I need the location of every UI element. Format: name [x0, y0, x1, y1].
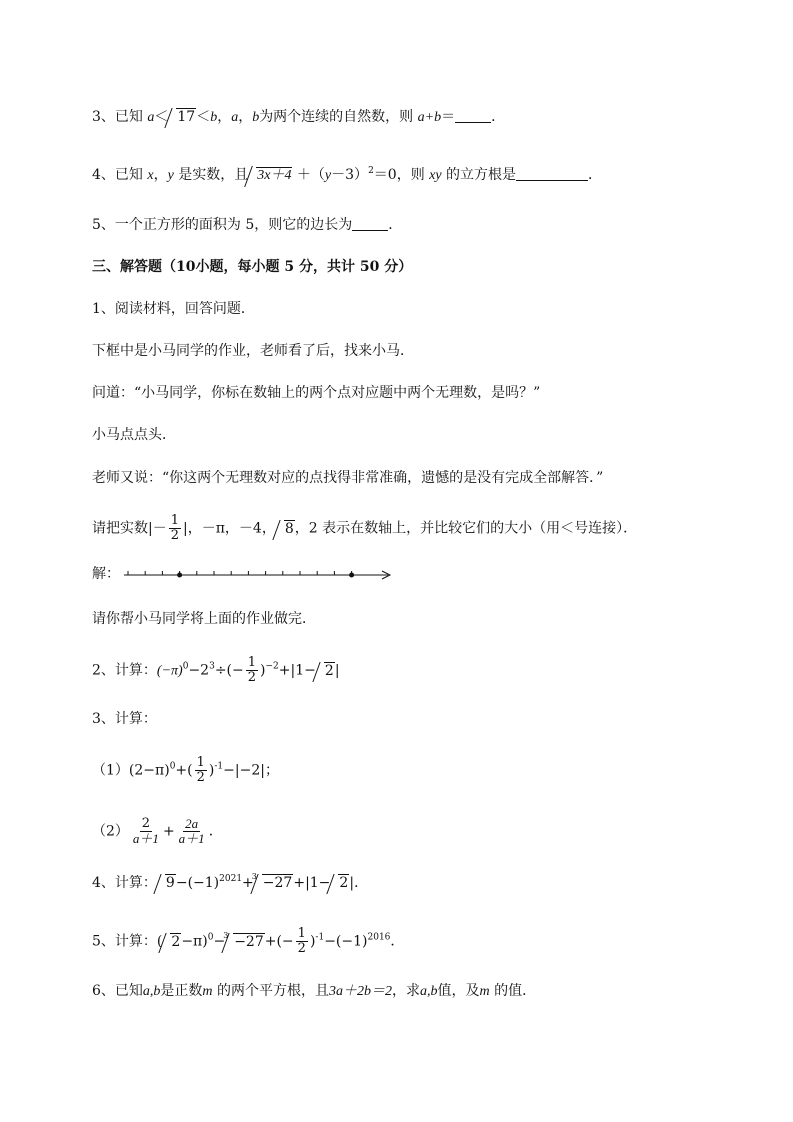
number-line-point — [177, 573, 182, 578]
number-line — [120, 566, 400, 584]
fraction-2-over-a-plus-1: $\frac{2}{a+1}$ — [132, 816, 159, 846]
number-line-point — [349, 573, 354, 578]
sqrt-2: 2 — [162, 931, 181, 953]
problem-1-line-6: 请把实数|－ $\frac{1}{2}$ |，－π，－4， 8，2 表示在数轴上，并比较它们的大小（用＜号连接）． — [92, 513, 638, 543]
problem-1-line-2: 下框中是小马同学的作业，老师看了后，找来小马． — [92, 343, 414, 359]
problem-1-line-1: 1、阅读材料，回答问题． — [92, 301, 255, 317]
fill-in-question-3: 3、已知 a＜ 17＜b，a，b为两个连续的自然数，则 a+b＝ ． — [92, 106, 505, 129]
problem-1-line-4: 小马点点头． — [92, 427, 176, 443]
section-title: 三、解答题（10小题，每小题 5 分，共计 50 分） — [92, 259, 413, 275]
fraction-one-half: $\frac{1}{2}$ — [297, 926, 306, 956]
fraction-2a-over-a-plus-1: $\frac{2a}{a+1}$ — [178, 816, 205, 846]
problem-3-title: 3、计算： — [92, 711, 157, 727]
problem-2: 2、计算：$(-\pi)^0-2^3\div(-$ $\frac{1}{2}$ )$^{-2}$+|1− 2| — [92, 655, 340, 685]
fraction-one-half: $\frac{1}{2}$ — [170, 513, 179, 543]
sqrt-8: 8 — [276, 518, 295, 540]
problem-1-line-7: 请你帮小马同学将上面的作业做完． — [92, 611, 316, 627]
sqrt-2: 2 — [330, 872, 349, 894]
answer-blank — [455, 108, 491, 123]
cube-root-minus-27: 3 −27 — [225, 931, 265, 953]
fill-in-question-4: 4、已知 x，y 是实数，且 $3x+4 +(y-3)^2=0$，则 xy 的立方根是 ． — [92, 164, 602, 187]
sqrt-17: 17 — [168, 106, 196, 128]
answer-blank — [516, 166, 588, 181]
fill-in-question-5: 5、一个正方形的面积为 5，则它的边长为 ． — [92, 217, 403, 233]
cube-root-minus-27: 3 −27 — [254, 872, 294, 894]
sqrt-9: 9 — [157, 872, 176, 894]
sqrt-3x-plus-4: 3x＋4 — [248, 164, 292, 187]
problem-5: 5、计算：( 2−π)$^0$− 3 −27+(− $\frac{1}{2}$ )$^{-1}-(-1)^{2016}$． — [92, 926, 405, 956]
sqrt-2: 2 — [316, 660, 335, 682]
problem-1-line-3: 问道：“小马同学，你标在数轴上的两个点对应题中两个无理数，是吗？” — [92, 385, 541, 401]
problem-1-line-5: 老师又说：“你这两个无理数对应的点找得非常准确，遗憾的是没有完成全部解答．” — [92, 470, 604, 486]
fraction-one-half: $\frac{1}{2}$ — [196, 755, 205, 785]
answer-blank — [352, 216, 388, 231]
problem-6: 6、已知a,b是正数m 的两个平方根，且3a＋2b＝2，求a,b值，及m 的值． — [92, 983, 537, 999]
problem-4: 4、计算： $9-(-1)^{2021}+$ 3 −27+|1− 2|． — [92, 872, 368, 894]
solution-label: 解： — [92, 566, 120, 582]
problem-3-part-2: （2） $\frac{2}{a+1}$ + $\frac{2a}{a+1}$ ． — [92, 816, 223, 846]
fraction-one-half: $\frac{1}{2}$ — [247, 655, 257, 685]
problem-3-part-1: $(1)(2-\pi)^0+$( $\frac{1}{2}$ )$^{-1}$−|−2|； — [92, 755, 279, 785]
